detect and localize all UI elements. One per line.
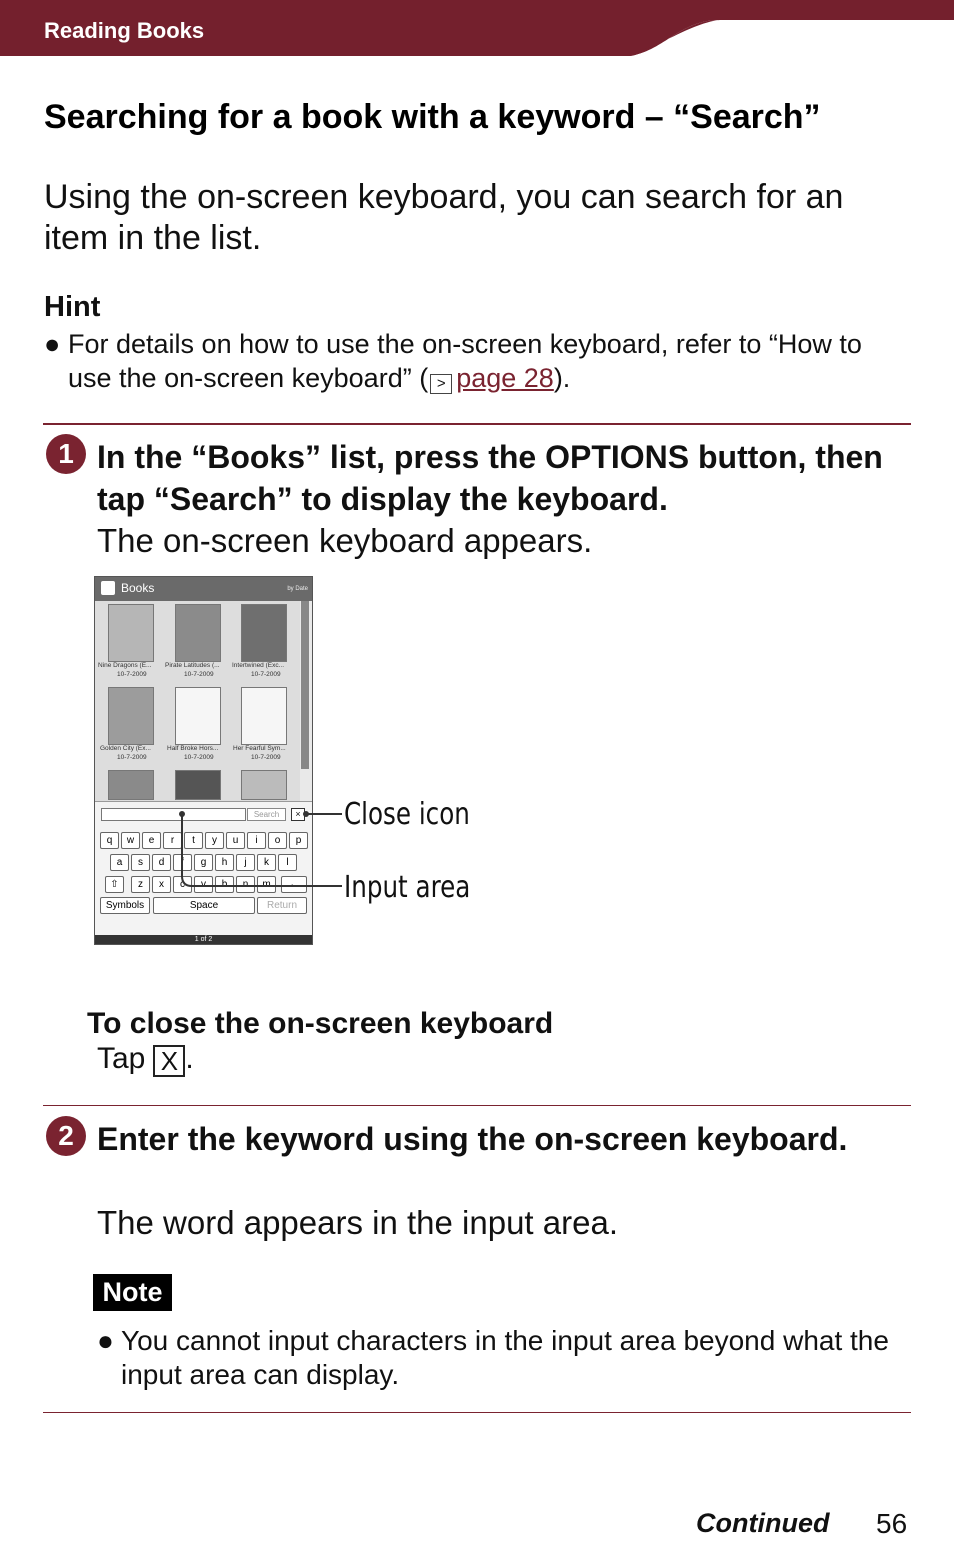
step-1-heading: In the “Books” list, press the OPTIONS button, then tap “Search” to display the keyboard. bbox=[97, 439, 883, 517]
divider bbox=[43, 1412, 911, 1413]
book-caption: Pirate Latitudes (... bbox=[165, 662, 220, 669]
key-x[interactable]: x bbox=[152, 876, 171, 893]
divider bbox=[43, 1105, 911, 1106]
key-q[interactable]: q bbox=[100, 832, 119, 849]
symbols-key[interactable]: Symbols bbox=[100, 897, 150, 914]
page-link[interactable]: page 28 bbox=[456, 363, 554, 393]
note-label: Note bbox=[93, 1274, 172, 1311]
book-caption: Her Fearful Sym... bbox=[233, 745, 286, 752]
bullet-icon: ● bbox=[44, 329, 61, 359]
key-s[interactable]: s bbox=[131, 854, 150, 871]
sort-label: by Date bbox=[287, 586, 308, 592]
book-cover[interactable] bbox=[175, 604, 221, 662]
intro-text: Using the on-screen keyboard, you can search for an item in the list. bbox=[44, 178, 844, 257]
hint-item bbox=[44, 327, 904, 395]
space-key[interactable]: Space bbox=[153, 897, 255, 914]
key-v[interactable]: v bbox=[194, 876, 213, 893]
key-l[interactable]: l bbox=[278, 854, 297, 871]
key-c[interactable]: c bbox=[173, 876, 192, 893]
key-h[interactable]: h bbox=[215, 854, 234, 871]
note-item bbox=[97, 1324, 917, 1392]
note-text: You cannot input characters in the input area beyond what the input area can display. bbox=[121, 1325, 889, 1390]
divider bbox=[43, 423, 911, 425]
key-b[interactable]: b bbox=[215, 876, 234, 893]
step-2-heading: Enter the keyword using the on-screen keyboard. bbox=[97, 1121, 848, 1157]
key-z[interactable]: z bbox=[131, 876, 150, 893]
books-grid bbox=[95, 601, 300, 801]
key-u[interactable]: u bbox=[226, 832, 245, 849]
book-cover[interactable] bbox=[241, 687, 287, 745]
book-cover[interactable] bbox=[241, 770, 287, 800]
cross-reference-icon: > bbox=[430, 374, 452, 394]
book-date: 10-7-2009 bbox=[117, 671, 147, 678]
bullet-icon: ● bbox=[97, 1325, 114, 1356]
key-k[interactable]: k bbox=[257, 854, 276, 871]
backspace-icon[interactable]: ← bbox=[281, 876, 307, 893]
book-cover[interactable] bbox=[108, 604, 154, 662]
list-header bbox=[95, 577, 312, 601]
key-f[interactable]: f bbox=[173, 854, 192, 871]
close-x-icon: X bbox=[153, 1045, 185, 1077]
return-key[interactable]: Return bbox=[257, 897, 307, 914]
key-o[interactable]: o bbox=[268, 832, 287, 849]
key-r[interactable]: r bbox=[163, 832, 182, 849]
back-icon bbox=[101, 581, 115, 595]
book-cover[interactable] bbox=[175, 770, 221, 800]
scrollbar[interactable] bbox=[301, 601, 309, 769]
book-date: 10-7-2009 bbox=[251, 754, 281, 761]
key-p[interactable]: p bbox=[289, 832, 308, 849]
key-n[interactable]: n bbox=[236, 876, 255, 893]
step-2-body: The word appears in the input area. bbox=[97, 1204, 618, 1241]
period: . bbox=[185, 1042, 194, 1075]
input-area-callout: Input area bbox=[344, 870, 471, 905]
list-title: Books bbox=[121, 581, 155, 595]
book-date: 10-7-2009 bbox=[117, 754, 147, 761]
key-d[interactable]: d bbox=[152, 854, 171, 871]
key-a[interactable]: a bbox=[110, 854, 129, 871]
key-m[interactable]: m bbox=[257, 876, 276, 893]
close-keyboard-heading: To close the on-screen keyboard bbox=[87, 1007, 554, 1040]
key-w[interactable]: w bbox=[121, 832, 140, 849]
key-g[interactable]: g bbox=[194, 854, 213, 871]
step-number-1: 1 bbox=[46, 434, 86, 474]
book-date: 10-7-2009 bbox=[251, 671, 281, 678]
key-t[interactable]: t bbox=[184, 832, 203, 849]
book-date: 10-7-2009 bbox=[184, 671, 214, 678]
key-i[interactable]: i bbox=[247, 832, 266, 849]
callout-lines bbox=[170, 800, 350, 900]
book-cover[interactable] bbox=[241, 604, 287, 662]
book-caption: Nine Dragons (E... bbox=[98, 662, 152, 669]
book-cover[interactable] bbox=[108, 770, 154, 800]
step-1-body: The on-screen keyboard appears. bbox=[97, 522, 593, 559]
section-title: Reading Books bbox=[44, 18, 205, 43]
search-button[interactable]: Search bbox=[247, 808, 286, 821]
book-caption: Half Broke Hors... bbox=[167, 745, 219, 752]
continued-label: Continued bbox=[696, 1508, 830, 1538]
key-y[interactable]: y bbox=[205, 832, 224, 849]
hint-heading: Hint bbox=[44, 291, 101, 323]
tap-text: Tap bbox=[97, 1042, 146, 1075]
page-number: 56 bbox=[876, 1508, 908, 1539]
close-icon[interactable]: × bbox=[291, 808, 305, 821]
key-e[interactable]: e bbox=[142, 832, 161, 849]
key-j[interactable]: j bbox=[236, 854, 255, 871]
book-caption: Golden City (Ex... bbox=[100, 745, 151, 752]
close-keyboard-instruction bbox=[97, 1042, 194, 1077]
hint-text: For details on how to use the on-screen keyboard, refer to “How to use the on-screen keyboard” ( bbox=[68, 329, 862, 393]
step-number-2: 2 bbox=[46, 1116, 86, 1156]
shift-icon[interactable]: ⇧ bbox=[105, 876, 124, 893]
page-title: Searching for a book with a keyword – “Search” bbox=[44, 98, 821, 136]
hint-text-end: ). bbox=[553, 363, 571, 393]
book-date: 10-7-2009 bbox=[184, 754, 214, 761]
book-caption: Intertwined (Exc... bbox=[232, 662, 285, 669]
book-cover[interactable] bbox=[108, 687, 154, 745]
book-cover[interactable] bbox=[175, 687, 221, 745]
close-icon-callout: Close icon bbox=[344, 797, 470, 832]
page-indicator: 1 of 2 bbox=[95, 935, 312, 944]
